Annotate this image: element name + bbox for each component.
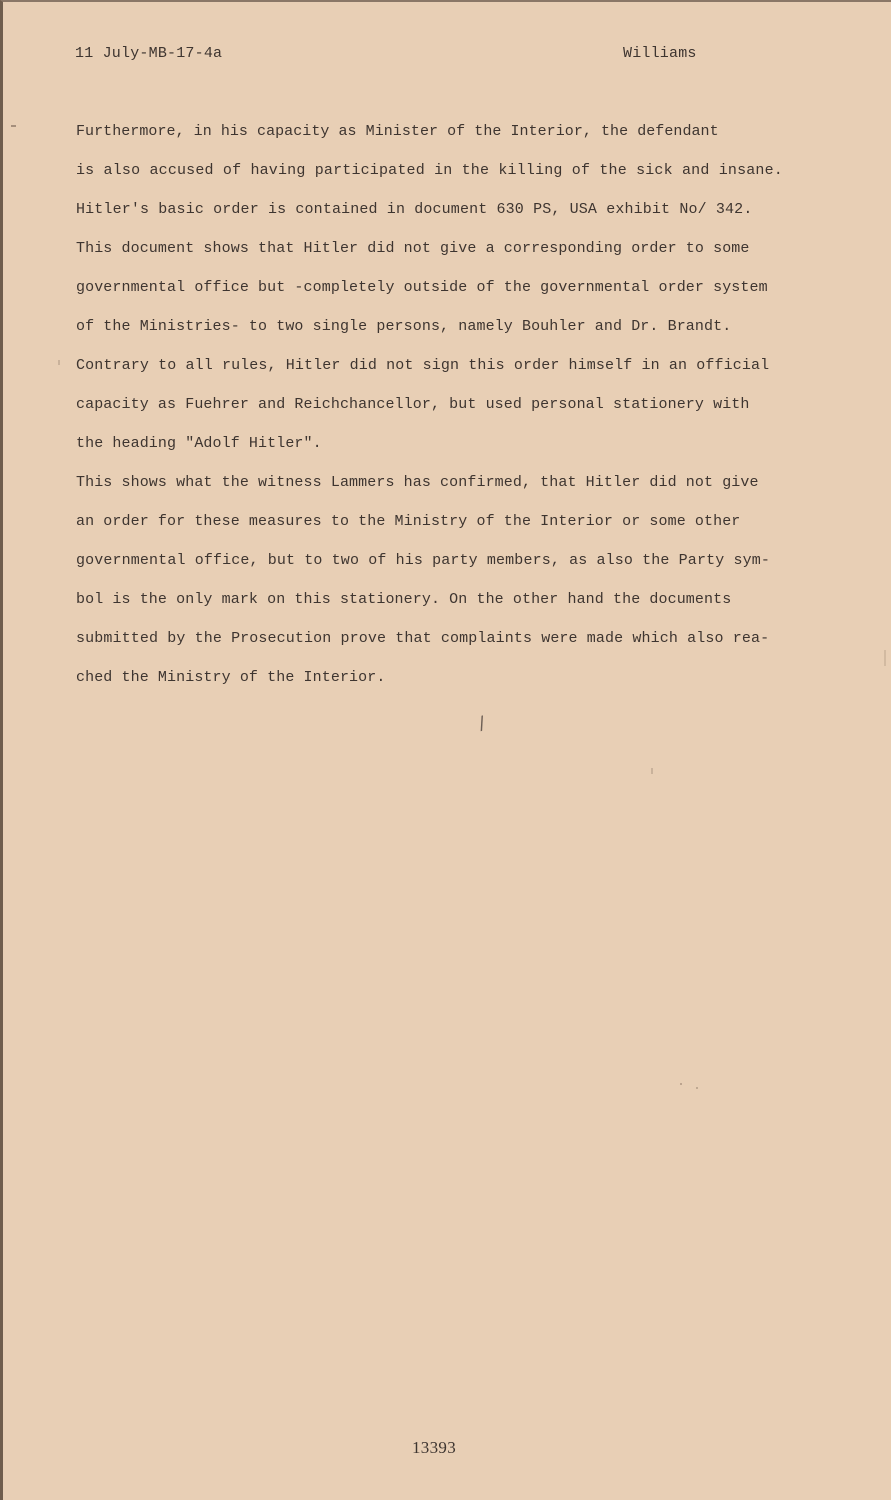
pen-mark: / xyxy=(476,712,488,735)
page-number: 13393 xyxy=(412,1438,456,1457)
document-author: Williams xyxy=(623,45,697,62)
paper-speck xyxy=(651,768,653,774)
body-line: an order for these measures to the Ministry of the Interior or some other xyxy=(76,513,741,530)
body-line: Contrary to all rules, Hitler did not sign this order himself in an official xyxy=(76,357,770,374)
body-line: is also accused of having participated in the killing of the sick and insane. xyxy=(76,162,783,179)
body-line: governmental office, but to two of his party members, as also the Party sym- xyxy=(76,552,770,569)
body-line: bol is the only mark on this stationery. On the other hand the documents xyxy=(76,591,732,608)
paper-speck xyxy=(58,360,60,365)
body-line: Hitler's basic order is contained in document 630 PS, USA exhibit No/ 342. xyxy=(76,201,753,218)
paper-speck xyxy=(696,1087,698,1089)
paper-speck xyxy=(884,650,886,666)
body-line: Furthermore, in his capacity as Minister of the Interior, the defendant xyxy=(76,123,719,140)
paper-speck xyxy=(11,125,16,127)
paper-speck xyxy=(680,1083,682,1085)
body-line: submitted by the Prosecution prove that complaints were made which also rea- xyxy=(76,630,770,647)
body-line: This shows what the witness Lammers has confirmed, that Hitler did not give xyxy=(76,474,759,491)
document-reference: 11 July-MB-17-4a xyxy=(75,45,223,62)
body-line: governmental office but -completely outside of the governmental order system xyxy=(76,279,768,296)
body-line: of the Ministries- to two single persons, namely Bouhler and Dr. Brandt. xyxy=(76,318,732,335)
body-line: capacity as Fuehrer and Reichchancellor, but used personal stationery with xyxy=(76,396,750,413)
body-line: the heading "Adolf Hitler". xyxy=(76,435,322,452)
body-line: This document shows that Hitler did not give a corresponding order to some xyxy=(76,240,750,257)
body-line: ched the Ministry of the Interior. xyxy=(76,669,386,686)
